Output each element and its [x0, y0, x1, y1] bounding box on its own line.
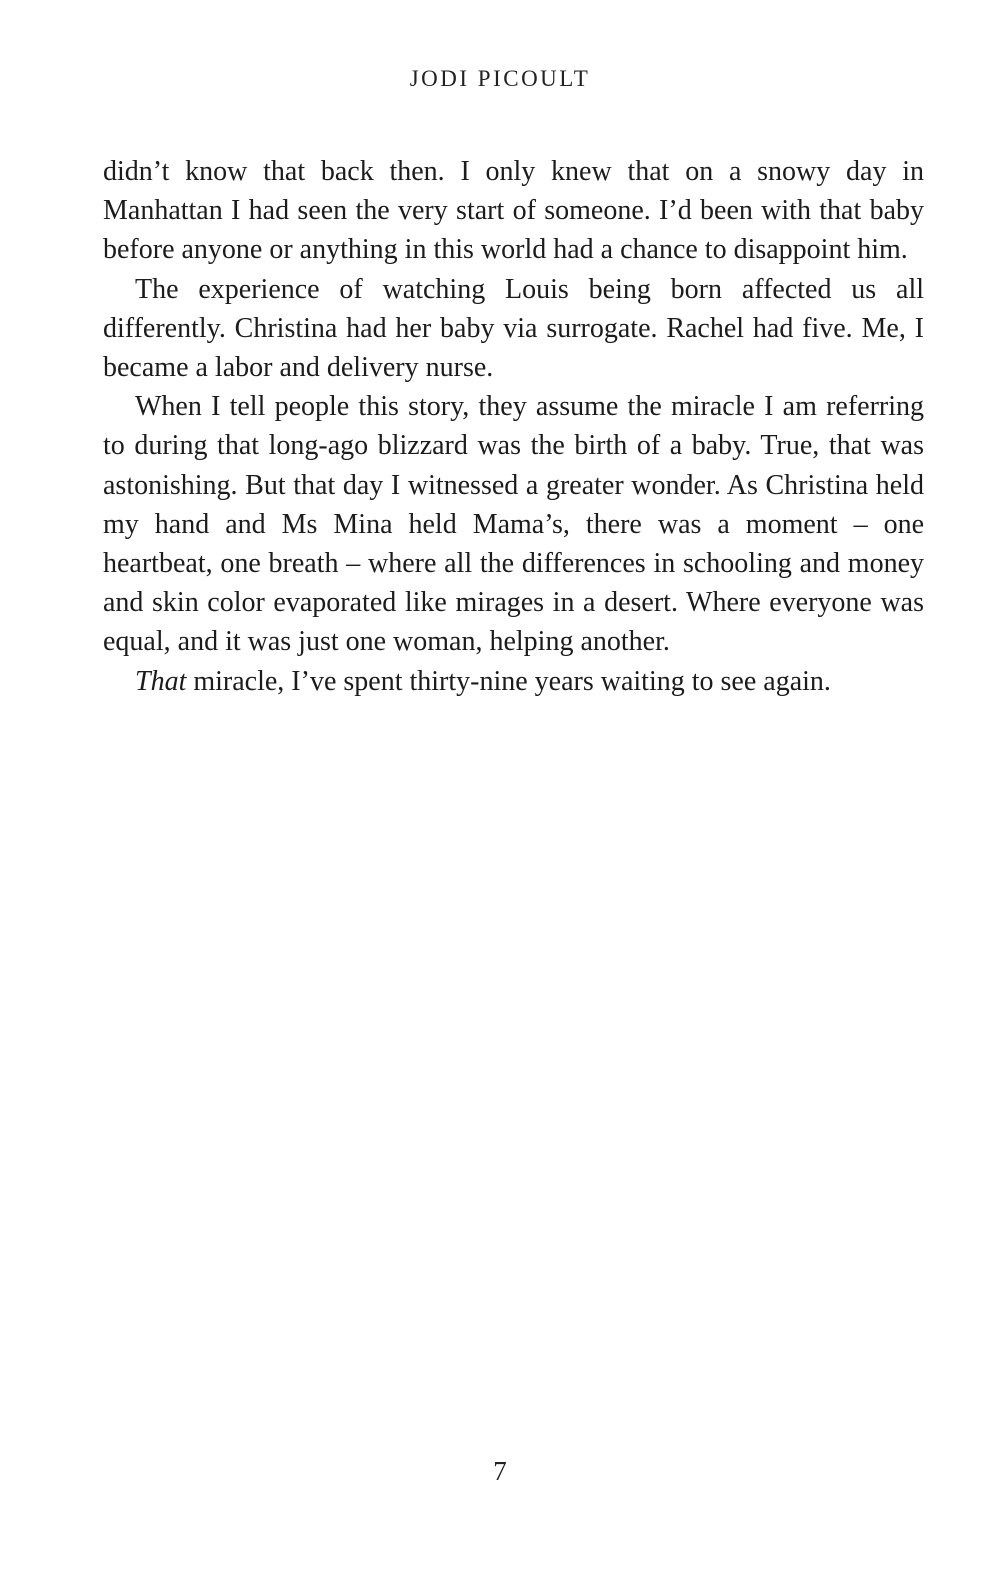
- paragraph-3: When I tell people this story, they assume the miracle I am referring to during that long-ago blizzard was the birth of a baby. True, that was astonishing. But that day I witnessed a greater wonder. As Christina held my hand and Ms Mina held Mama’s, there was a moment – one heartbeat, one breath – where all the differences in schooling and money and skin color evaporated like mirages in a desert. Where everyone was equal, and it was just one woman, helping another.: [103, 391, 924, 658]
- paragraph-2: The experience of watching Louis being born affected us all differently. Christina had her baby via surrogate. Rachel had five. Me, I became a labor and delivery nurse.: [103, 273, 924, 384]
- paragraph-4-text: miracle, I’ve spent thirty-nine years waiting to see again.: [186, 665, 831, 697]
- page-number: 7: [493, 1456, 507, 1486]
- paragraph-4: [103, 662, 924, 701]
- italic-lead-word: That: [135, 665, 187, 697]
- paragraph-1: didn’t know that back then. I only knew that on a snowy day in Manhattan I had seen the very start of someone. I’d been with that baby before anyone or anything in this world had a chance to disappoint him.: [103, 156, 924, 266]
- body-text: [103, 152, 924, 701]
- running-head: JODI PICOULT: [409, 66, 591, 91]
